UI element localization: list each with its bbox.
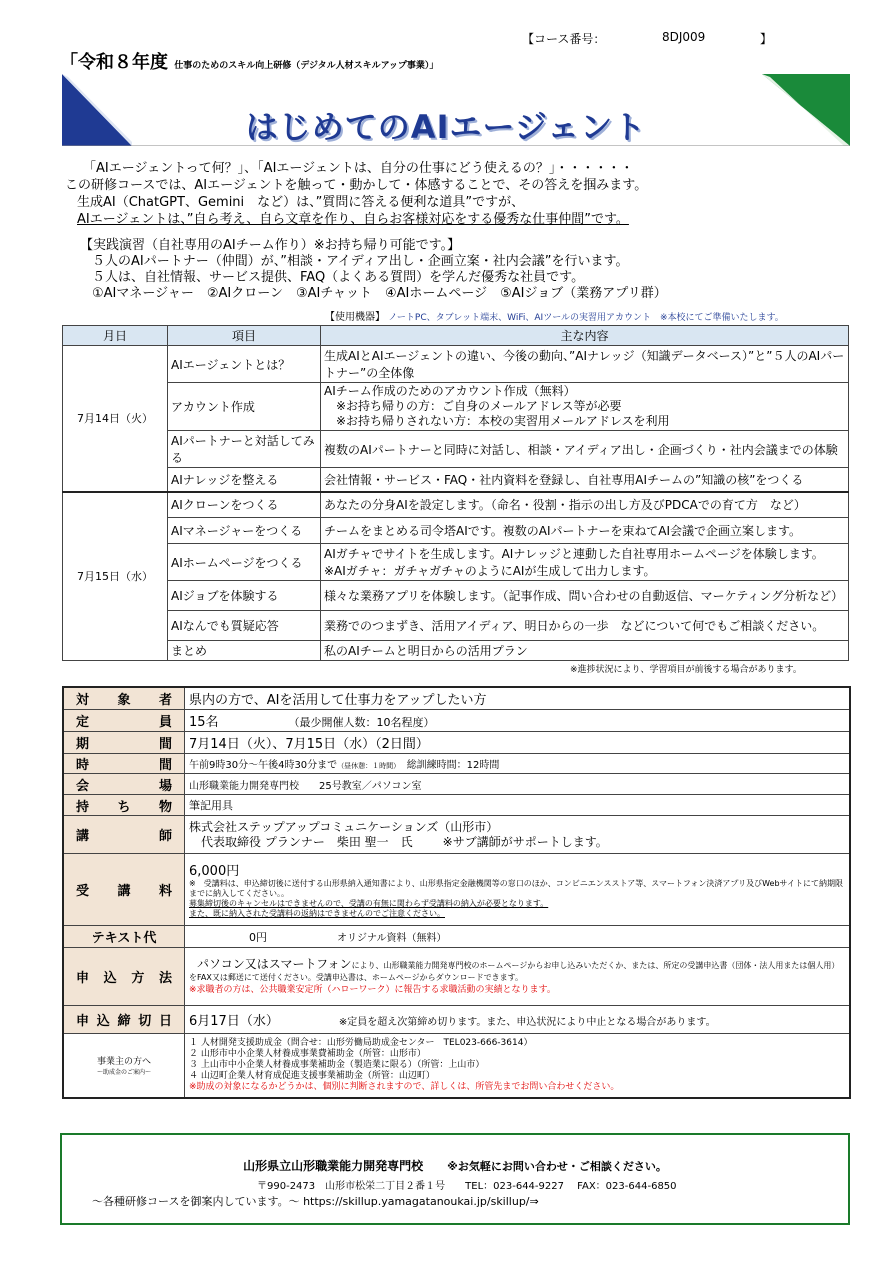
date-cell: 7月14日（火）: [63, 346, 168, 492]
time-extra2: 総訓練時間：12時間: [406, 760, 500, 771]
value-time: 午前9時30分～午後4時30分まで: [189, 760, 338, 771]
label-target: 対象者: [63, 687, 185, 710]
intro-text: [65, 160, 845, 228]
value-fee: 6,000円: [189, 864, 240, 879]
practice-line: ①AIマネージャー ②AIクローン ③AIチャット ④AIホームページ ⑤AIジョブ（業務アプリ群）: [92, 286, 667, 301]
value-deadline: 6月17日（水）: [189, 1014, 279, 1029]
intro-line: AIエージェントは、”自ら考え、自ら文章を作り、自らお客様対応をする優秀な仕事仲間”です。: [77, 212, 629, 227]
info-row-employer: [63, 1034, 850, 1098]
time-extra1: （昼休憩：１時間）: [337, 762, 397, 770]
item-cell: アカウント作成: [168, 383, 321, 431]
label-text: テキスト代: [63, 926, 185, 948]
course-no: 8DJ009: [662, 30, 706, 44]
table-row: [63, 346, 849, 383]
value-text: 0円: [249, 930, 267, 944]
contact-text: ※お気軽にお問い合わせ・ご相談ください。: [447, 1160, 667, 1173]
info-row-deadline: [63, 1006, 850, 1034]
intro-line: 「AIエージェントって何？」、「AIエージェントは、自分の仕事にどう使えるの？」・・・・・・: [83, 161, 634, 176]
fee-note: ※ 受講料は、申込締切後に送付する山形県納入通知書により、山形県指定金融機関等の窓口のほか、コンビニエンスストア等、スマートフォン決済アプリ及びWebサイトにて納期限までに納入してください。。: [189, 879, 843, 898]
intro-line: 生成AI（ChatGPT、Gemini など）は、”質問に答える便利な道具”ですが、: [77, 195, 525, 210]
item-cell: AIホームページをつくる: [168, 544, 321, 581]
content-cell: 生成AIとAIエージェントの違い、今後の動向、”AIナレッジ（知識データベース）”と”５人のAIパートナー”の全体像: [321, 346, 849, 383]
value-capacity: 15名: [189, 715, 219, 730]
schedule-table: [62, 325, 849, 661]
col-date: 月日: [63, 326, 168, 346]
instructor-name: 代表取締役 プランナー 柴田 聖一 氏: [201, 834, 413, 849]
item-cell: AIジョブを体験する: [168, 581, 321, 611]
page-title: はじめてのAIエージェント: [245, 108, 647, 146]
subsidy-item: ４ 山辺町企業人材育成促進支援事業補助金（所管：山辺町）: [189, 1070, 435, 1081]
apply-body: により、山形職業能力開発専門校のホームページからお申し込みいただくか、または、所定の受講申込書（団体・法人用または個人用）をFAX又は郵送にて送付ください。受講申込書は、ホームページからダウンロードできます。: [189, 960, 840, 982]
course-number: [522, 30, 773, 47]
info-row-time: [63, 754, 850, 774]
equipment-label: 【使用機器】: [325, 312, 385, 323]
practice-text: [80, 238, 667, 302]
table-row: [63, 468, 849, 492]
subsidy-note: ※助成の対象になるかどうかは、個別に判断されますので、詳しくは、所管先までお問い合わせください。: [189, 1081, 620, 1092]
item-cell: AIナレッジを整える: [168, 468, 321, 492]
date-cell: 7月15日（水）: [63, 492, 168, 661]
info-table: [62, 686, 851, 1099]
address: 〒990-2473 山形市松栄二丁目２番１号 TEL：023-644-9227 FAX：023-644-6850: [257, 1181, 677, 1192]
label-deadline: 申込締切日: [63, 1006, 185, 1034]
website-link[interactable]: ～各種研修コースを御案内しています。～ https://skillup.yamagatanoukai.jp/skillup/⇒: [92, 1195, 539, 1208]
apply-note: ※求職者の方は、公共職業安定所（ハローワーク）に報告する求職活動の実績となります。: [189, 984, 556, 995]
label-period: 期間: [63, 732, 185, 754]
content-cell: あなたの分身AIを設定します。（命名・役割・指示の出し方及びPDCAでの育て方 など）: [321, 492, 849, 518]
label-employer: 事業主の方へ: [96, 1057, 151, 1068]
value-bring: 筆記用具: [185, 795, 851, 816]
content-cell: 様々な業務アプリを体験します。（記事作成、問い合わせの自動返信、マーケティング分析など）: [321, 581, 849, 611]
deadline-extra: ※定員を超え次第締め切ります。また、申込状況により中止となる場合があります。: [338, 1017, 716, 1028]
info-row-apply: [63, 948, 850, 1006]
text-extra: オリジナル資料（無料）: [337, 932, 447, 944]
footer-box: [60, 1133, 850, 1225]
course-close: 】: [760, 32, 773, 46]
fee-cancel-note: 募集締切後のキャンセルはできませんので、受講の有無に関わらず受講料の納入が必要となります。: [189, 899, 549, 908]
label-fee: 受講料: [63, 854, 185, 926]
subsidy-item: ３ 上山市中小企業人材養成事業補助金（製造業に限る）（所管：上山市）: [189, 1059, 485, 1070]
table-row: [63, 383, 849, 431]
table-row: [63, 492, 849, 518]
label-instructor: 講師: [63, 816, 185, 854]
content-cell: 会社情報・サービス・FAQ・社内資料を登録し、自社専用AIチームの”知識の核”をつくる: [321, 468, 849, 492]
label-venue: 会場: [63, 774, 185, 795]
practice-line: ５人のAIパートナー（仲間）が、”相談・アイディア出し・企画立案・社内会議”を行います。: [92, 254, 629, 269]
info-row-target: [63, 687, 850, 710]
schedule-note: ※進捗状況により、学習項目が前後する場合があります。: [570, 665, 802, 675]
apply-lead: パソコン又はスマートフォン: [197, 956, 352, 971]
table-row: [63, 544, 849, 581]
school-name: 山形県立山形職業能力開発専門校: [243, 1159, 424, 1173]
label-apply: 申込方法: [63, 948, 185, 1006]
table-row: [63, 518, 849, 544]
info-row-instructor: [63, 816, 850, 854]
label-bring: 持ち物: [63, 795, 185, 816]
employer-sublabel: ～助成金のご案内～: [96, 1069, 151, 1077]
schedule-header: [63, 326, 849, 346]
instructor-note: ※サブ講師がサポートします。: [442, 834, 608, 849]
program-subtitle: 仕事のためのスキル向上研修（デジタル人材スキルアップ事業）」: [174, 61, 439, 71]
course-label: 【コース番号：: [522, 32, 606, 46]
instructor-company: 株式会社ステップアップコミュニケーションズ（山形市）: [189, 819, 499, 834]
content-cell: 私のAIチームと明日からの活用プラン: [321, 641, 849, 661]
label-time: 時間: [63, 754, 185, 774]
item-cell: AIエージェントとは？: [168, 346, 321, 383]
col-item: 項目: [168, 326, 321, 346]
fiscal-year: [60, 48, 438, 74]
capacity-extra: （最少開催人数：10名程度）: [288, 716, 435, 729]
intro-line: この研修コースでは、AIエージェントを触って・動かして・体感することで、その答えを掴みます。: [65, 178, 648, 193]
fee-refund-note: また、既に納入された受講料の返納はできませんのでご注意ください。: [189, 909, 445, 918]
value-period: 7月14日（火）、7月15日（水）（2日間）: [185, 732, 851, 754]
col-content: 主な内容: [321, 326, 849, 346]
table-row: [63, 431, 849, 468]
item-cell: AIクローンをつくる: [168, 492, 321, 518]
info-row-capacity: [63, 710, 850, 732]
item-cell: AIなんでも質疑応答: [168, 611, 321, 641]
content-cell: AIチーム作成のためのアカウント作成（無料） ※お持ち帰りの方：ご自身のメールアドレス等が必要 ※お持ち帰りされない方：本校の実習用メールアドレスを利用: [321, 383, 849, 431]
item-cell: まとめ: [168, 641, 321, 661]
practice-heading: 【実践演習（自社専用のAIチーム作り）※お持ち帰り可能です。】: [80, 238, 461, 253]
subsidy-item: ２ 山形市中小企業人材養成事業費補助金（所管：山形市）: [189, 1048, 426, 1059]
info-row-text: [63, 926, 850, 948]
table-row: [63, 611, 849, 641]
table-row: [63, 641, 849, 661]
table-row: [63, 581, 849, 611]
info-row-fee: [63, 854, 850, 926]
subsidy-item: １ 人材開発支援助成金（問合せ：山形労働局助成金センター TEL023-666-3614）: [189, 1037, 533, 1048]
info-row-venue: [63, 774, 850, 795]
info-row-bring: [63, 795, 850, 816]
value-target: 県内の方で、AIを活用して仕事力をアップしたい方: [185, 687, 851, 710]
content-cell: チームをまとめる司令塔AIです。複数のAIパートナーを束ねてAI会議で企画立案します。: [321, 518, 849, 544]
content-cell: AIガチャでサイトを生成します。AIナレッジと連動した自社専用ホームページを体験します。 ※AIガチャ：ガチャガチャのようにAIが生成して出力します。: [321, 544, 849, 581]
equipment: [325, 308, 784, 323]
info-row-period: [63, 732, 850, 754]
content-cell: 業務でのつまずき、活用アイディア、明日からの一歩 などについて何でもご相談ください。: [321, 611, 849, 641]
equipment-text: ノートPC、タブレット端末、WiFi、AIツールの実習用アカウント ※本校にてご準備いたします。: [388, 313, 784, 323]
practice-line: ５人は、自社情報、サービス提供、FAQ（よくある質問）を学んだ優秀な社員です。: [92, 270, 585, 285]
label-capacity: 定員: [63, 710, 185, 732]
item-cell: AIマネージャーをつくる: [168, 518, 321, 544]
item-cell: AIパートナーと対話してみる: [168, 431, 321, 468]
year-label: 「令和８年度: [60, 52, 168, 73]
value-venue: 山形職業能力開発専門校 25号教室／パソコン室: [185, 774, 851, 795]
content-cell: 複数のAIパートナーと同時に対話し、相談・アイディア出し・企画づくり・社内会議までの体験: [321, 431, 849, 468]
